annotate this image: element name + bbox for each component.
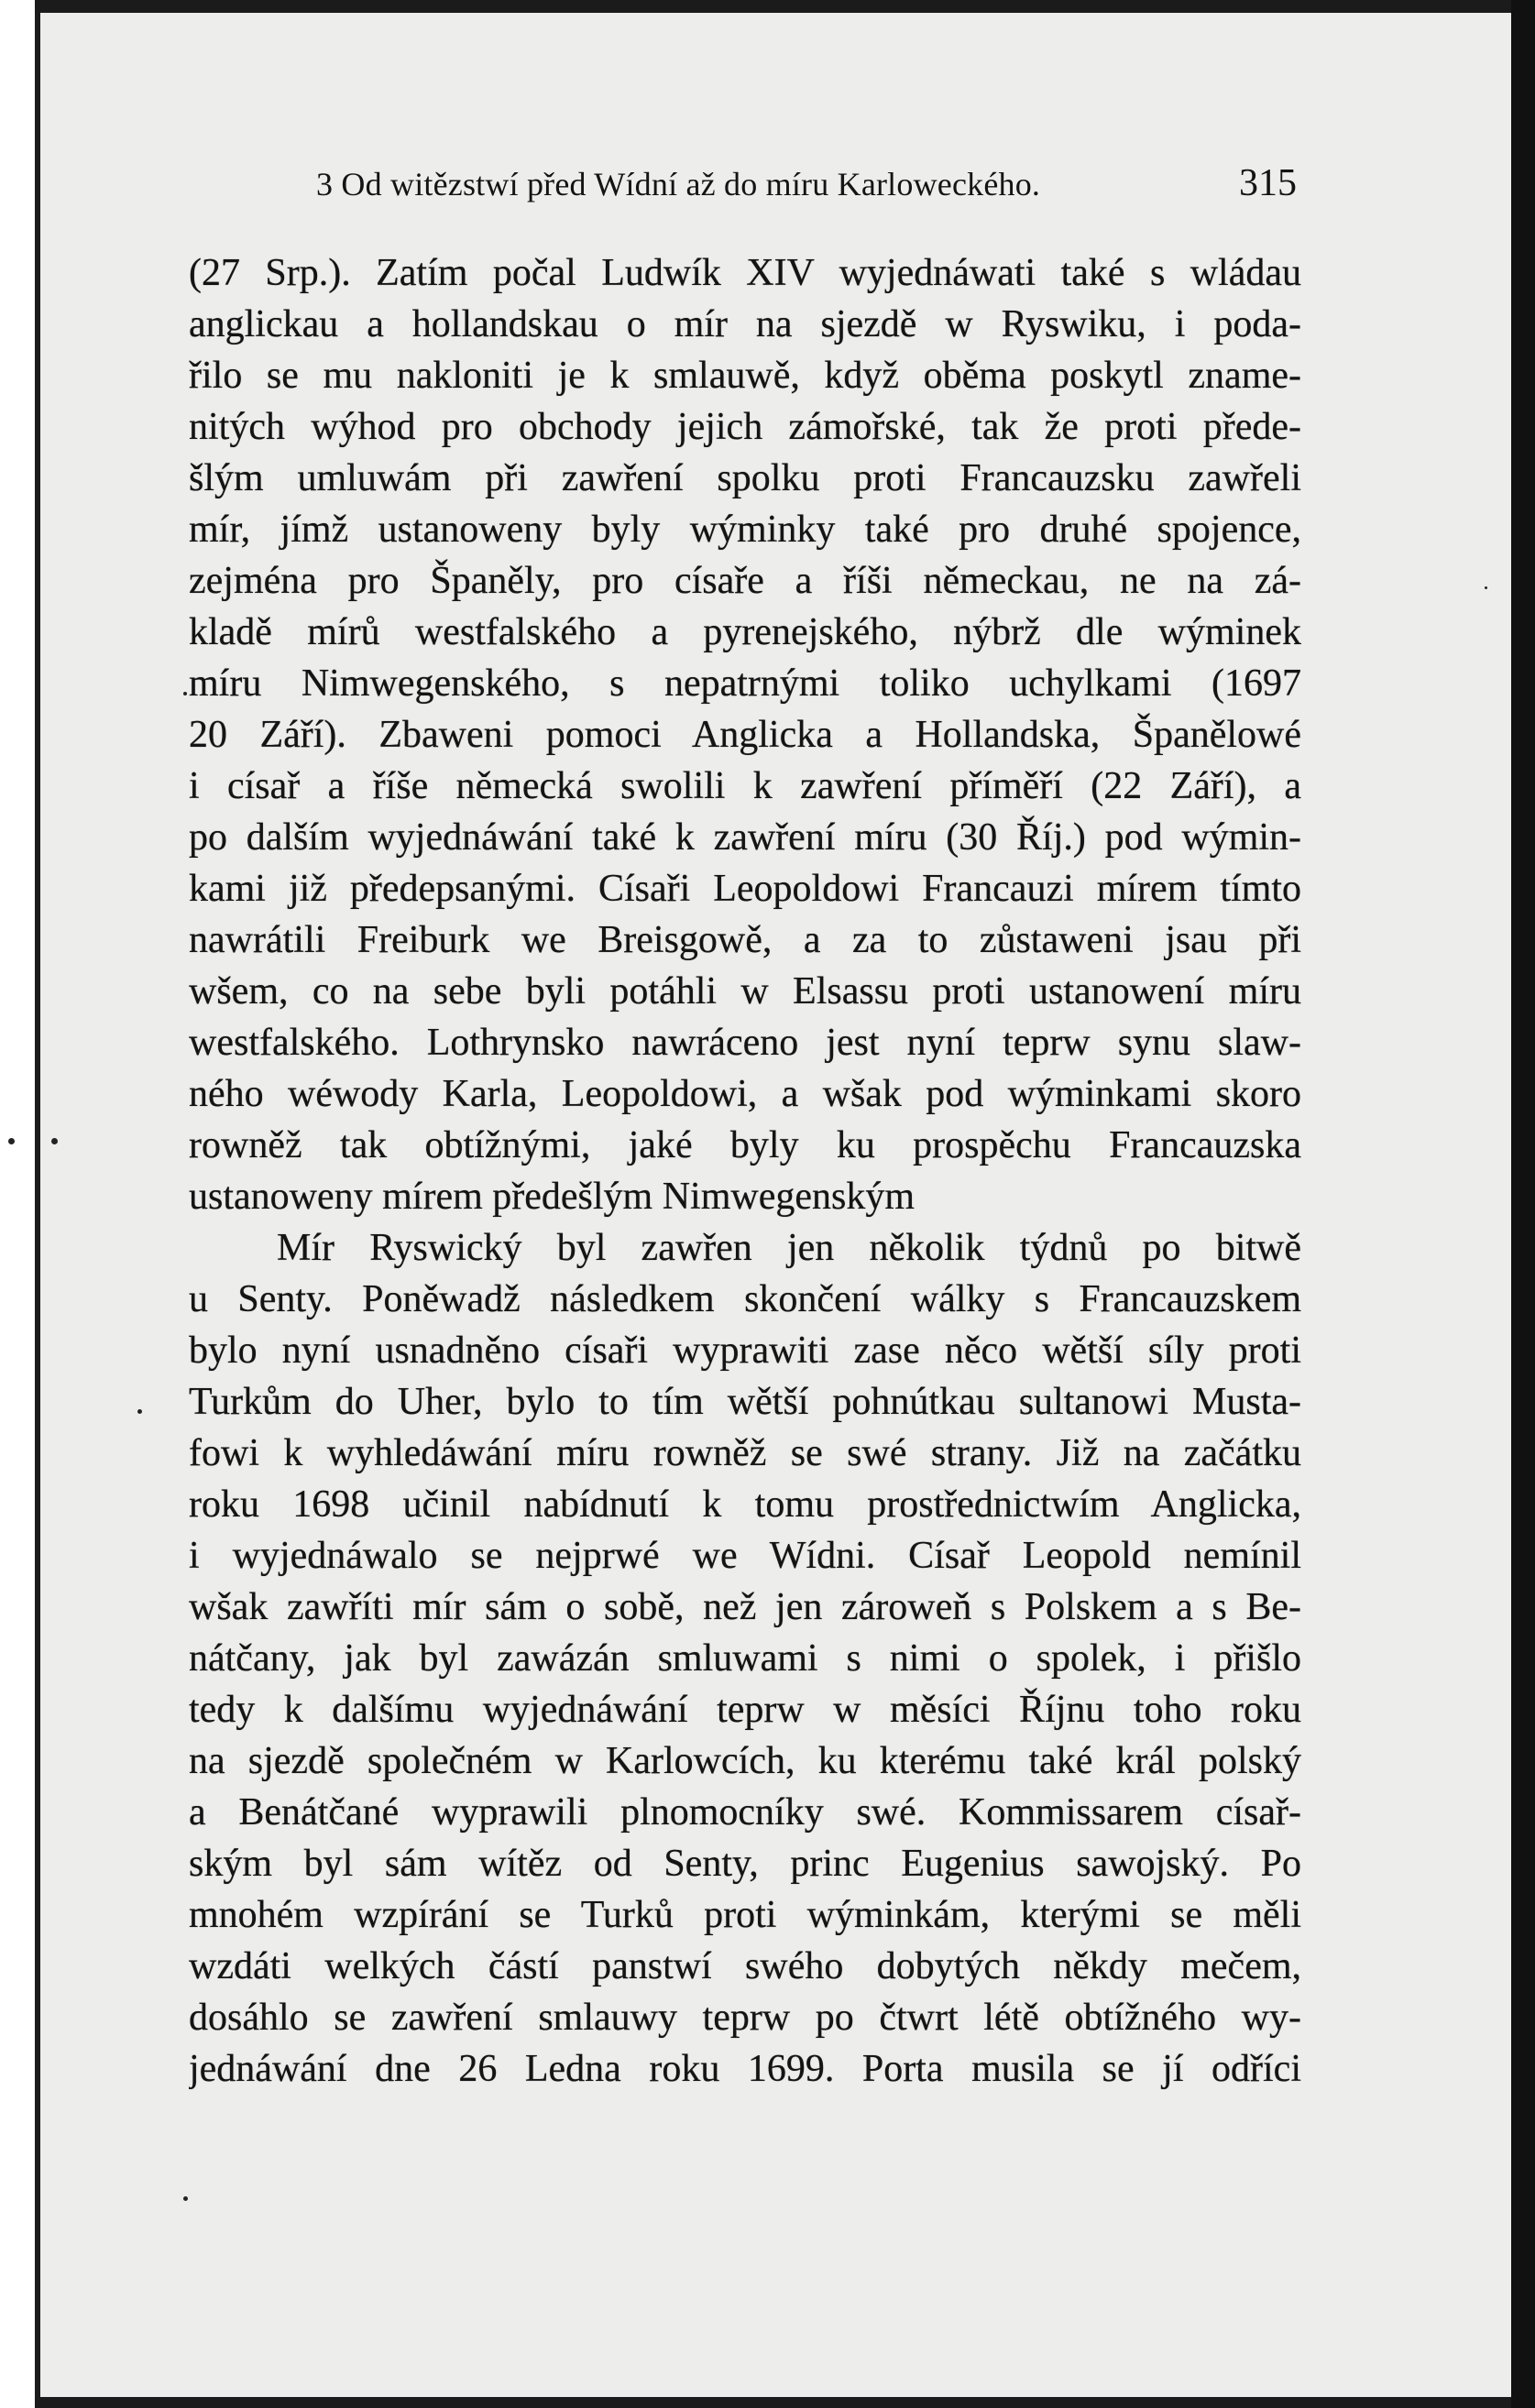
text-line: wzdáti welkých částí panstwí swého dobytých někdy mečem, <box>189 1945 1301 1987</box>
text-line: zejména pro Španěly, pro císaře a říši německau, ne na zá- <box>189 560 1301 602</box>
text-line: rowněž tak obtížnými, jaké byly ku prospěchu Francauzska <box>189 1124 1301 1166</box>
text-line: šlým umluwám při zawření spolku proti Francauzsku zawřeli <box>189 457 1301 499</box>
text-line: i wyjednáwalo se nejprwé we Wídni. Císař Leopold nemínil <box>189 1535 1301 1577</box>
ink-speck <box>183 2196 188 2201</box>
text-line: wšem, co na sebe byli potáhli w Elsassu proti ustanowení míru <box>189 970 1301 1012</box>
text-line: jednáwání dne 26 Ledna roku 1699. Porta musila se jí odříci <box>189 2048 1301 2090</box>
text-line: anglickau a hollandskau o mír na sjezdě w Ryswiku, i poda- <box>189 303 1301 345</box>
chapter-title: 3 Od witězstwí před Wídní až do míru Karloweckého. <box>316 166 1041 202</box>
text-line: a Benátčané wyprawili plnomocníky swé. Kommissarem císař- <box>189 1791 1301 1833</box>
text-line: míru Nimwegenského, s nepatrnými toliko uchylkami (1697 <box>189 662 1301 705</box>
text-line: bylo nyní usnadněno císaři wyprawiti zase něco wětší síly proti <box>189 1330 1301 1372</box>
text-line: nawrátili Freiburk we Breisgowě, a za to zůstaweni jsau při <box>189 919 1301 961</box>
right-scan-border <box>1511 0 1535 2408</box>
text-line: dosáhlo se zawření smlauwy teprw po čtwrt létě obtížného wy- <box>189 1997 1301 2039</box>
text-line: ustanoweny mírem předešlým Nimwegenským <box>189 1176 916 1218</box>
ink-speck <box>183 692 187 695</box>
ink-speck <box>8 1138 15 1144</box>
text-line: wšak zawříti mír sám o sobě, než jen zároweň s Polskem a s Be- <box>189 1586 1301 1628</box>
page-number: 315 <box>1239 162 1297 204</box>
text-line: nátčany, jak byl zawázán smluwami s nimi o spolek, i přišlo <box>189 1637 1301 1680</box>
ink-speck <box>1485 586 1487 589</box>
text-line: westfalského. Lothrynsko nawráceno jest nyní teprw synu slaw- <box>189 1022 1301 1064</box>
text-line: u Senty. Poněwadž následkem skončení wálky s Francauzskem <box>189 1278 1301 1320</box>
text-line: i císař a říše německá swolili k zawření příměří (22 Září), a <box>189 765 1301 807</box>
bottom-scan-border <box>35 2397 1511 2408</box>
text-line: Mír Ryswický byl zawřen jen několik týdnů po bitwě <box>277 1227 1301 1269</box>
text-line: mír, jímž ustanoweny byly wýminky také pro druhé spojence, <box>189 509 1301 551</box>
text-line: tedy k dalšímu wyjednáwání teprw w měsíci Říjnu toho roku <box>189 1689 1301 1731</box>
text-line: roku 1698 učinil nabídnutí k tomu prostřednictwím Anglicka, <box>189 1483 1301 1526</box>
running-header <box>316 161 1297 213</box>
top-scan-border <box>35 0 1511 13</box>
text-line: fowi k wyhledáwání míru rowněž se swé strany. Již na začátku <box>189 1432 1301 1474</box>
text-line: ného wéwody Karla, Leopoldowi, a wšak pod wýminkami skoro <box>189 1073 1301 1115</box>
text-line: mnohém wzpírání se Turků proti wýminkám, kterými se měli <box>189 1894 1301 1936</box>
text-line: řilo se mu nakloniti je k smlauwě, když oběma poskytl zname- <box>189 355 1301 397</box>
ink-speck <box>51 1138 58 1144</box>
text-line: (27 Srp.). Zatím počal Ludwík XIV wyjednáwati také s wládau <box>189 252 1301 294</box>
body-text <box>189 247 1301 2199</box>
text-line: kami již předepsanými. Císaři Leopoldowi Francauzi mírem tímto <box>189 868 1301 910</box>
left-page-margin <box>0 0 35 2408</box>
ink-speck <box>137 1409 142 1414</box>
text-line: 20 Září). Zbaweni pomoci Anglicka a Hollandska, Španělowé <box>189 714 1301 756</box>
text-line: ským byl sám wítěz od Senty, princ Eugenius sawojský. Po <box>189 1843 1301 1885</box>
text-line: na sjezdě společném w Karlowcích, ku kterému také král polský <box>189 1740 1301 1782</box>
text-line: po dalším wyjednáwání také k zawření míru (30 Říj.) pod wýmin- <box>189 816 1301 859</box>
left-scan-border <box>35 0 40 2408</box>
text-line: kladě mírů westfalského a pyrenejského, nýbrž dle wýminek <box>189 611 1301 653</box>
text-line: Turkům do Uher, bylo to tím wětší pohnútkau sultanowi Musta- <box>189 1381 1301 1423</box>
text-line: nitých wýhod pro obchody jejich zámořské, tak že proti přede- <box>189 406 1301 448</box>
